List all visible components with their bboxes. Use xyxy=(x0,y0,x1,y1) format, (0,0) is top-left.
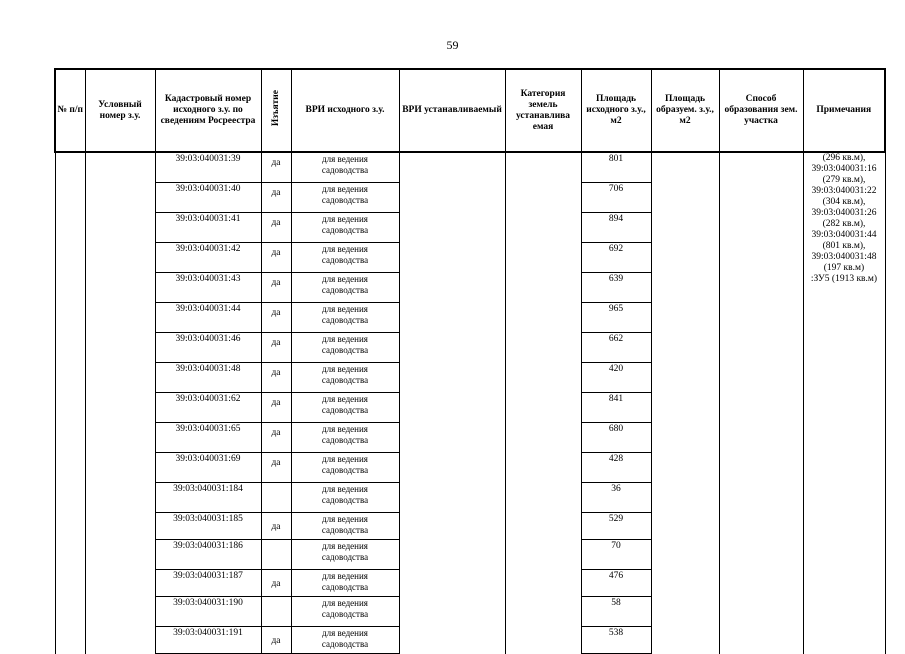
area-source-cell: 706 xyxy=(581,183,651,213)
vri-source-cell xyxy=(291,333,399,363)
vri-source-cell xyxy=(291,393,399,423)
vri-source-cell xyxy=(291,423,399,453)
formation-method-cell xyxy=(719,152,803,654)
vri-line-2: садоводства xyxy=(321,435,369,445)
table-row xyxy=(55,152,885,183)
vri-line-1: для ведения xyxy=(322,364,368,374)
vri-line-2: садоводства xyxy=(321,465,369,475)
vri-source-cell xyxy=(291,243,399,273)
land-category-cell xyxy=(505,152,581,654)
table-body xyxy=(55,152,885,654)
vri-line-1: для ведения xyxy=(322,571,368,581)
cadastral-number-cell: 39:03:040031:42 xyxy=(155,243,261,273)
seizure-cell xyxy=(261,540,291,570)
land-plots-table xyxy=(54,68,886,654)
seizure-cell: да xyxy=(261,363,291,393)
vri-line-2: садоводства xyxy=(321,195,369,205)
area-formed-cell xyxy=(651,152,719,654)
notes-line: 39:03:040031:26 xyxy=(811,208,877,218)
notes-line: 39:03:040031:16 xyxy=(811,164,877,174)
seizure-cell: да xyxy=(261,303,291,333)
page-number: 59 xyxy=(446,38,459,52)
vri-line-2: садоводства xyxy=(321,525,369,535)
num-cell xyxy=(55,152,85,654)
vri-line-2: садоводства xyxy=(321,405,369,415)
area-source-cell: 639 xyxy=(581,273,651,303)
vri-line-1: для ведения xyxy=(322,334,368,344)
vri-line-1: для ведения xyxy=(322,394,368,404)
col-header-conditional-number: Условный номер з.у. xyxy=(85,69,155,152)
area-source-cell: 538 xyxy=(581,627,651,654)
cadastral-number-cell: 39:03:040031:43 xyxy=(155,273,261,303)
seizure-cell: да xyxy=(261,183,291,213)
vri-line-1: для ведения xyxy=(322,154,368,164)
col-header-area-formed: Площадь образуем. з.у., м2 xyxy=(651,69,719,152)
vri-source-cell xyxy=(291,483,399,513)
notes-cell xyxy=(803,152,885,654)
seizure-cell: да xyxy=(261,513,291,540)
cadastral-number-cell: 39:03:040031:69 xyxy=(155,453,261,483)
seizure-cell xyxy=(261,597,291,627)
col-header-land-category: Категория земель устанавлива емая xyxy=(505,69,581,152)
vri-line-2: садоводства xyxy=(321,375,369,385)
area-source-cell: 801 xyxy=(581,152,651,183)
notes-line: (801 кв.м), xyxy=(822,241,866,251)
seizure-cell: да xyxy=(261,570,291,597)
seizure-cell: да xyxy=(261,453,291,483)
vri-line-2: садоводства xyxy=(321,495,369,505)
vri-line-1: для ведения xyxy=(322,541,368,551)
col-header-vri-source: ВРИ исходного з.у. xyxy=(291,69,399,152)
notes-line: 39:03:040031:48 xyxy=(811,252,877,262)
vri-line-1: для ведения xyxy=(322,598,368,608)
area-source-cell: 680 xyxy=(581,423,651,453)
vri-line-2: садоводства xyxy=(321,255,369,265)
area-source-cell: 529 xyxy=(581,513,651,540)
cadastral-number-cell: 39:03:040031:65 xyxy=(155,423,261,453)
area-source-cell: 692 xyxy=(581,243,651,273)
seizure-cell: да xyxy=(261,627,291,654)
seizure-cell: да xyxy=(261,273,291,303)
cadastral-number-cell: 39:03:040031:184 xyxy=(155,483,261,513)
col-header-vri-set: ВРИ устанавливаемый xyxy=(399,69,505,152)
col-header-seizure xyxy=(261,69,291,152)
table-header-row xyxy=(55,69,885,152)
vri-source-cell xyxy=(291,513,399,540)
vri-source-cell xyxy=(291,183,399,213)
notes-line: 39:03:040031:44 xyxy=(811,230,877,240)
seizure-cell: да xyxy=(261,393,291,423)
area-source-cell: 58 xyxy=(581,597,651,627)
notes-line: (282 кв.м), xyxy=(822,219,866,229)
vri-source-cell xyxy=(291,152,399,183)
vri-line-1: для ведения xyxy=(322,244,368,254)
vri-line-2: садоводства xyxy=(321,639,369,649)
vri-line-1: для ведения xyxy=(322,454,368,464)
area-source-cell: 476 xyxy=(581,570,651,597)
cadastral-number-cell: 39:03:040031:186 xyxy=(155,540,261,570)
vri-line-2: садоводства xyxy=(321,552,369,562)
seizure-cell xyxy=(261,483,291,513)
cadastral-number-cell: 39:03:040031:46 xyxy=(155,333,261,363)
vri-line-2: садоводства xyxy=(321,582,369,592)
col-header-seizure-label: Изъятие xyxy=(270,90,281,127)
vri-line-2: садоводства xyxy=(321,285,369,295)
notes-line: 39:03:040031:22 xyxy=(811,186,877,196)
seizure-cell: да xyxy=(261,243,291,273)
vri-source-cell xyxy=(291,627,399,654)
vri-set-cell xyxy=(399,152,505,654)
notes-line: (279 кв.м), xyxy=(822,175,866,185)
notes-line: :ЗУ5 (1913 кв.м) xyxy=(810,274,878,284)
area-source-cell: 420 xyxy=(581,363,651,393)
vri-line-2: садоводства xyxy=(321,165,369,175)
vri-line-1: для ведения xyxy=(322,484,368,494)
area-source-cell: 662 xyxy=(581,333,651,363)
col-header-notes: Примечания xyxy=(803,69,885,152)
vri-source-cell xyxy=(291,540,399,570)
seizure-cell: да xyxy=(261,423,291,453)
notes-line: (197 кв.м) xyxy=(823,263,865,273)
vri-line-1: для ведения xyxy=(322,304,368,314)
vri-source-cell xyxy=(291,570,399,597)
vri-source-cell xyxy=(291,303,399,333)
seizure-cell: да xyxy=(261,333,291,363)
vri-source-cell xyxy=(291,597,399,627)
vri-line-2: садоводства xyxy=(321,315,369,325)
area-source-cell: 428 xyxy=(581,453,651,483)
col-header-formation-method: Способ образования зем. участка xyxy=(719,69,803,152)
area-source-cell: 841 xyxy=(581,393,651,423)
cadastral-number-cell: 39:03:040031:190 xyxy=(155,597,261,627)
vri-line-2: садоводства xyxy=(321,345,369,355)
col-header-area-source: Площадь исходного з.у., м2 xyxy=(581,69,651,152)
area-source-cell: 965 xyxy=(581,303,651,333)
conditional-number-cell xyxy=(85,152,155,654)
vri-line-1: для ведения xyxy=(322,214,368,224)
cadastral-number-cell: 39:03:040031:39 xyxy=(155,152,261,183)
vri-line-1: для ведения xyxy=(322,424,368,434)
cadastral-number-cell: 39:03:040031:62 xyxy=(155,393,261,423)
vri-line-1: для ведения xyxy=(322,628,368,638)
area-source-cell: 894 xyxy=(581,213,651,243)
vri-line-1: для ведения xyxy=(322,184,368,194)
cadastral-number-cell: 39:03:040031:48 xyxy=(155,363,261,393)
vri-line-2: садоводства xyxy=(321,225,369,235)
vri-line-1: для ведения xyxy=(322,514,368,524)
seizure-cell: да xyxy=(261,213,291,243)
col-header-num: № п/п xyxy=(55,69,85,152)
vri-source-cell xyxy=(291,273,399,303)
seizure-cell: да xyxy=(261,152,291,183)
vri-source-cell xyxy=(291,213,399,243)
col-header-cadastral-number: Кадастровый номер исходного з.у. по сведениям Росреестра xyxy=(155,69,261,152)
area-source-cell: 36 xyxy=(581,483,651,513)
vri-line-1: для ведения xyxy=(322,274,368,284)
cadastral-number-cell: 39:03:040031:44 xyxy=(155,303,261,333)
cadastral-number-cell: 39:03:040031:191 xyxy=(155,627,261,654)
vri-source-cell xyxy=(291,363,399,393)
cadastral-number-cell: 39:03:040031:41 xyxy=(155,213,261,243)
vri-source-cell xyxy=(291,453,399,483)
cadastral-number-cell: 39:03:040031:185 xyxy=(155,513,261,540)
cadastral-number-cell: 39:03:040031:187 xyxy=(155,570,261,597)
notes-line: (296 кв.м), xyxy=(822,153,866,163)
notes-line: (304 кв.м), xyxy=(822,197,866,207)
area-source-cell: 70 xyxy=(581,540,651,570)
vri-line-2: садоводства xyxy=(321,609,369,619)
cadastral-number-cell: 39:03:040031:40 xyxy=(155,183,261,213)
